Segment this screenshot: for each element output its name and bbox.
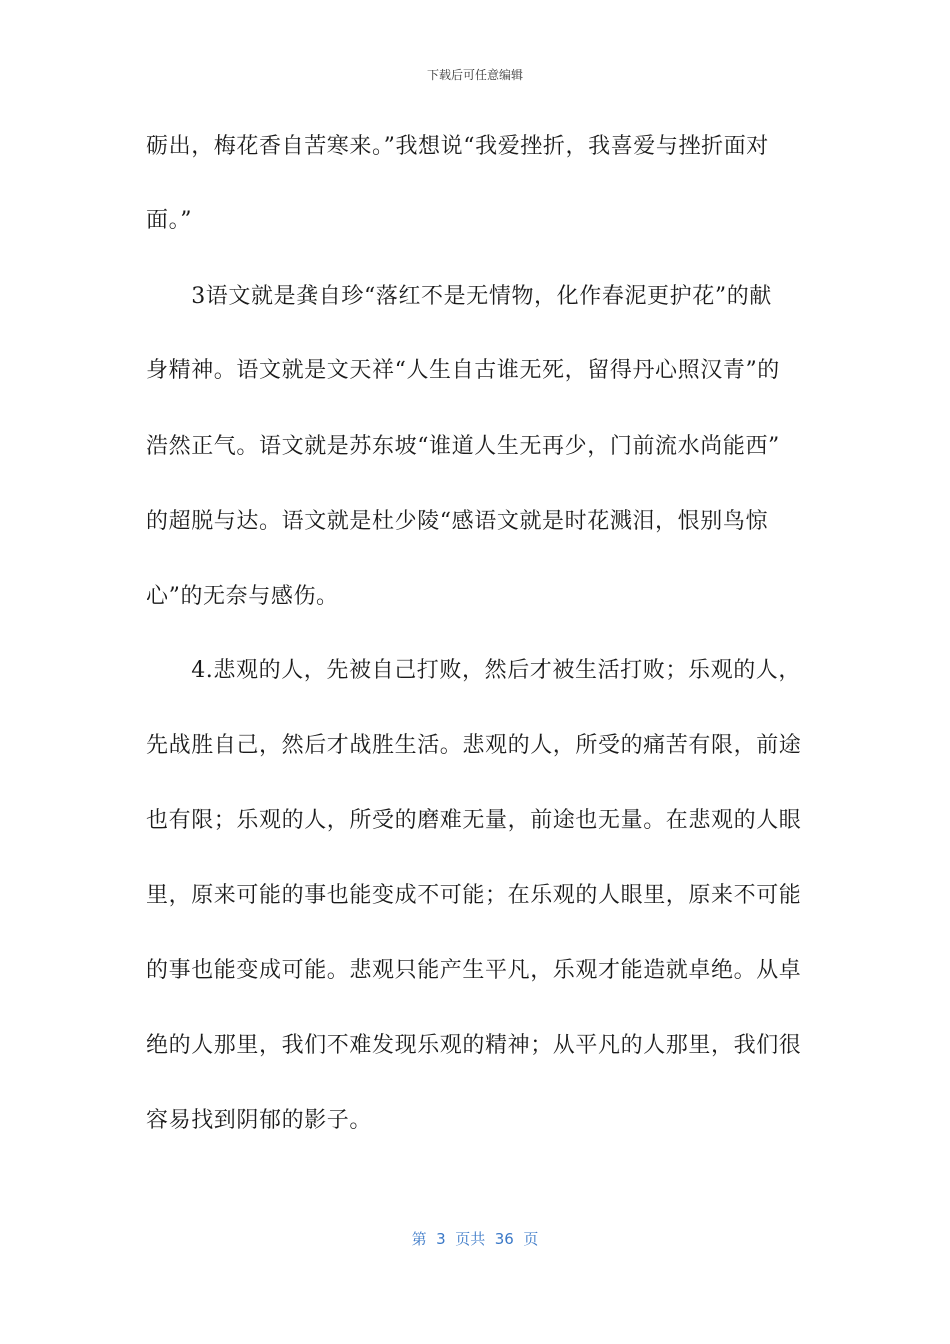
text-line: 绝的人那里，我们不难发现乐观的精神；从平凡的人那里，我们很 [146,1033,802,1058]
page-header: 下载后可任意编辑 [426,68,523,82]
text-line: 4.悲观的人，先被自己打败，然后才被生活打败；乐观的人， [146,658,801,683]
text-line: 3语文就是龚自珍“落红不是无情物，化作春泥更护花”的献 [146,284,772,309]
text-line: 面。” [146,208,193,233]
text-line: 的超脱与达。语文就是杜少陵“感语文就是时花溅泪，恨别鸟惊 [146,509,769,534]
text-line: 也有限；乐观的人，所受的磨难无量，前途也无量。在悲观的人眼 [146,808,802,833]
text-line: 容易找到阴郁的影子。 [146,1108,373,1133]
text-line: 的事也能变成可能。悲观只能产生平凡，乐观才能造就卓绝。从卓 [146,958,802,983]
page-footer: 第 3 页共 36 页 [411,1230,539,1248]
text-line: 砺出，梅花香自苦寒来。”我想说“我爱挫折，我喜爱与挫折面对 [146,134,769,159]
text-line: 心”的无奈与感伤。 [146,584,339,609]
text-line: 身精神。语文就是文天祥“人生自古谁无死，留得丹心照汉青”的 [146,358,780,383]
text-line: 先战胜自己，然后才战胜生活。悲观的人，所受的痛苦有限，前途 [146,733,802,758]
text-line: 浩然正气。语文就是苏东坡“谁道人生无再少，门前流水尚能西” [146,434,780,459]
text-line: 里，原来可能的事也能变成不可能；在乐观的人眼里，原来不可能 [146,883,802,908]
